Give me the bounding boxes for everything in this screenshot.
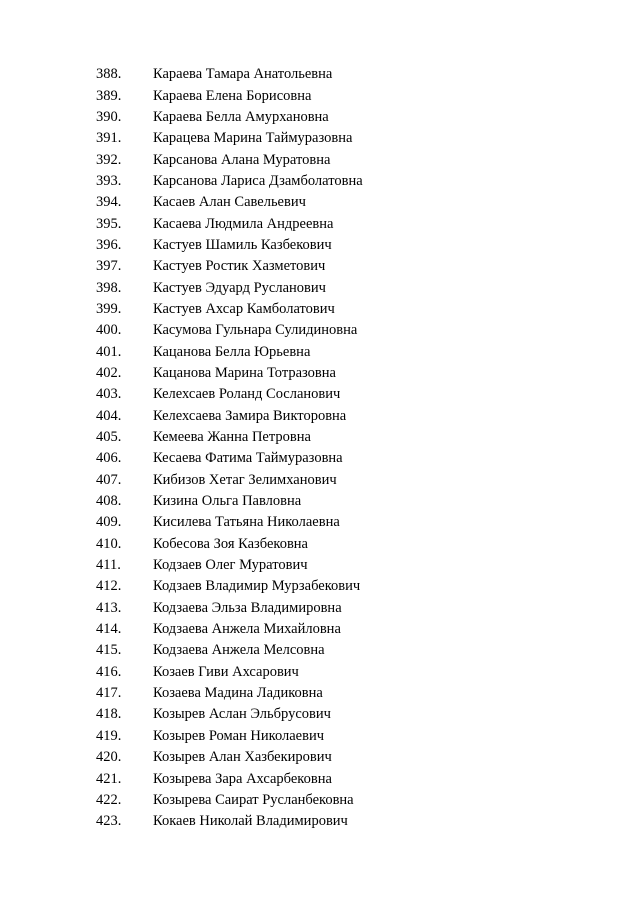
entry-name: Козаева Мадина Ладиковна — [153, 685, 323, 702]
entry-number: 393. — [96, 172, 122, 189]
list-item — [96, 149, 363, 170]
entry-number: 421. — [96, 770, 122, 787]
entry-number: 394. — [96, 194, 122, 211]
entry-number: 400. — [96, 322, 122, 339]
entry-number: 403. — [96, 386, 122, 403]
list-item — [96, 747, 363, 768]
entry-name: Карсанова Лариса Дзамболатовна — [153, 172, 363, 189]
entry-name: Касаева Людмила Андреевна — [153, 215, 334, 232]
entry-name: Козырев Роман Николаевич — [153, 727, 325, 744]
list-item — [96, 619, 363, 640]
entry-name: Келехсаева Замира Викторовна — [153, 407, 347, 424]
entry-name: Кемеева Жанна Петровна — [153, 429, 311, 446]
entry-name: Козырев Аслан Эльбрусович — [153, 706, 331, 723]
entry-number: 407. — [96, 471, 122, 488]
list-item — [96, 512, 363, 533]
entry-number: 402. — [96, 364, 122, 381]
entry-number: 412. — [96, 578, 122, 595]
list-item — [96, 470, 363, 491]
list-item — [96, 576, 363, 597]
entry-name: Карацева Марина Таймуразовна — [153, 130, 353, 147]
entry-name: Кацанова Белла Юрьевна — [153, 343, 311, 360]
entry-number: 404. — [96, 407, 122, 424]
entry-number: 391. — [96, 130, 122, 147]
list-item — [96, 427, 363, 448]
list-item — [96, 320, 363, 341]
list-item — [96, 192, 363, 213]
entry-number: 422. — [96, 791, 122, 808]
list-item — [96, 491, 363, 512]
list-item — [96, 128, 363, 149]
entry-number: 420. — [96, 749, 122, 766]
entry-number: 388. — [96, 66, 122, 83]
list-item — [96, 662, 363, 683]
list-item — [96, 107, 363, 128]
entry-name: Кастуев Ростик Хазметович — [153, 258, 326, 275]
list-item — [96, 256, 363, 277]
list-item — [96, 790, 363, 811]
list-item — [96, 341, 363, 362]
list-item — [96, 299, 363, 320]
entry-number: 392. — [96, 151, 122, 168]
entry-name: Кизина Ольга Павловна — [153, 493, 302, 510]
entry-name: Келехсаев Роланд Сосланович — [153, 386, 341, 403]
list-item — [96, 384, 363, 405]
entry-name: Кокаев Николай Владимирович — [153, 813, 348, 830]
entry-name: Козырева Саират Русланбековна — [153, 791, 354, 808]
list-item — [96, 448, 363, 469]
list-item — [96, 704, 363, 725]
entry-number: 396. — [96, 236, 122, 253]
entry-name: Кобесова Зоя Казбековна — [153, 535, 308, 552]
entry-name: Кодзаева Анжела Мелсовна — [153, 642, 325, 659]
entry-number: 409. — [96, 514, 122, 531]
list-item — [96, 768, 363, 789]
entry-name: Кастуев Эдуард Русланович — [153, 279, 326, 296]
entry-number: 389. — [96, 87, 122, 104]
entry-number: 413. — [96, 599, 122, 616]
entry-name: Козырев Алан Хазбекирович — [153, 749, 332, 766]
list-item — [96, 85, 363, 106]
entry-number: 398. — [96, 279, 122, 296]
entry-name: Кастуев Ахсар Камболатович — [153, 300, 335, 317]
entry-number: 423. — [96, 813, 122, 830]
list-item — [96, 598, 363, 619]
entry-name: Касумова Гульнара Сулидиновна — [153, 322, 358, 339]
entry-number: 408. — [96, 493, 122, 510]
entry-name: Кастуев Шамиль Казбекович — [153, 236, 332, 253]
list-item — [96, 277, 363, 298]
entry-number: 418. — [96, 706, 122, 723]
entry-number: 410. — [96, 535, 122, 552]
entry-number: 406. — [96, 450, 122, 467]
entry-name: Касаев Алан Савельевич — [153, 194, 306, 211]
name-list — [96, 64, 363, 832]
list-item — [96, 235, 363, 256]
entry-number: 419. — [96, 727, 122, 744]
entry-name: Караева Тамара Анатольевна — [153, 66, 333, 83]
entry-number: 414. — [96, 621, 122, 638]
entry-number: 390. — [96, 108, 122, 125]
list-item — [96, 64, 363, 85]
entry-number: 397. — [96, 258, 122, 275]
entry-name: Карсанова Алана Муратовна — [153, 151, 331, 168]
entry-name: Кодзаев Владимир Мурзабекович — [153, 578, 361, 595]
list-item — [96, 683, 363, 704]
list-item — [96, 640, 363, 661]
list-item — [96, 363, 363, 384]
entry-number: 399. — [96, 300, 122, 317]
entry-name: Кодзаев Олег Муратович — [153, 557, 308, 574]
entry-name: Кодзаева Анжела Михайловна — [153, 621, 341, 638]
list-item — [96, 555, 363, 576]
list-item — [96, 406, 363, 427]
list-item — [96, 534, 363, 555]
entry-name: Кодзаева Эльза Владимировна — [153, 599, 342, 616]
entry-name: Кибизов Хетаг Зелимханович — [153, 471, 337, 488]
entry-number: 415. — [96, 642, 122, 659]
list-item — [96, 811, 363, 832]
entry-number: 417. — [96, 685, 122, 702]
entry-name: Кацанова Марина Тотразовна — [153, 364, 336, 381]
entry-number: 411. — [96, 557, 121, 574]
entry-number: 405. — [96, 429, 122, 446]
entry-name: Караева Елена Борисовна — [153, 87, 312, 104]
list-item — [96, 726, 363, 747]
list-item — [96, 171, 363, 192]
entry-name: Караева Белла Амурхановна — [153, 108, 329, 125]
entry-name: Козырева Зара Ахсарбековна — [153, 770, 332, 787]
entry-number: 401. — [96, 343, 122, 360]
entry-number: 395. — [96, 215, 122, 232]
entry-name: Кисилева Татьяна Николаевна — [153, 514, 340, 531]
list-item — [96, 213, 363, 234]
entry-number: 416. — [96, 663, 122, 680]
entry-name: Козаев Гиви Ахсарович — [153, 663, 299, 680]
entry-name: Кесаева Фатима Таймуразовна — [153, 450, 343, 467]
